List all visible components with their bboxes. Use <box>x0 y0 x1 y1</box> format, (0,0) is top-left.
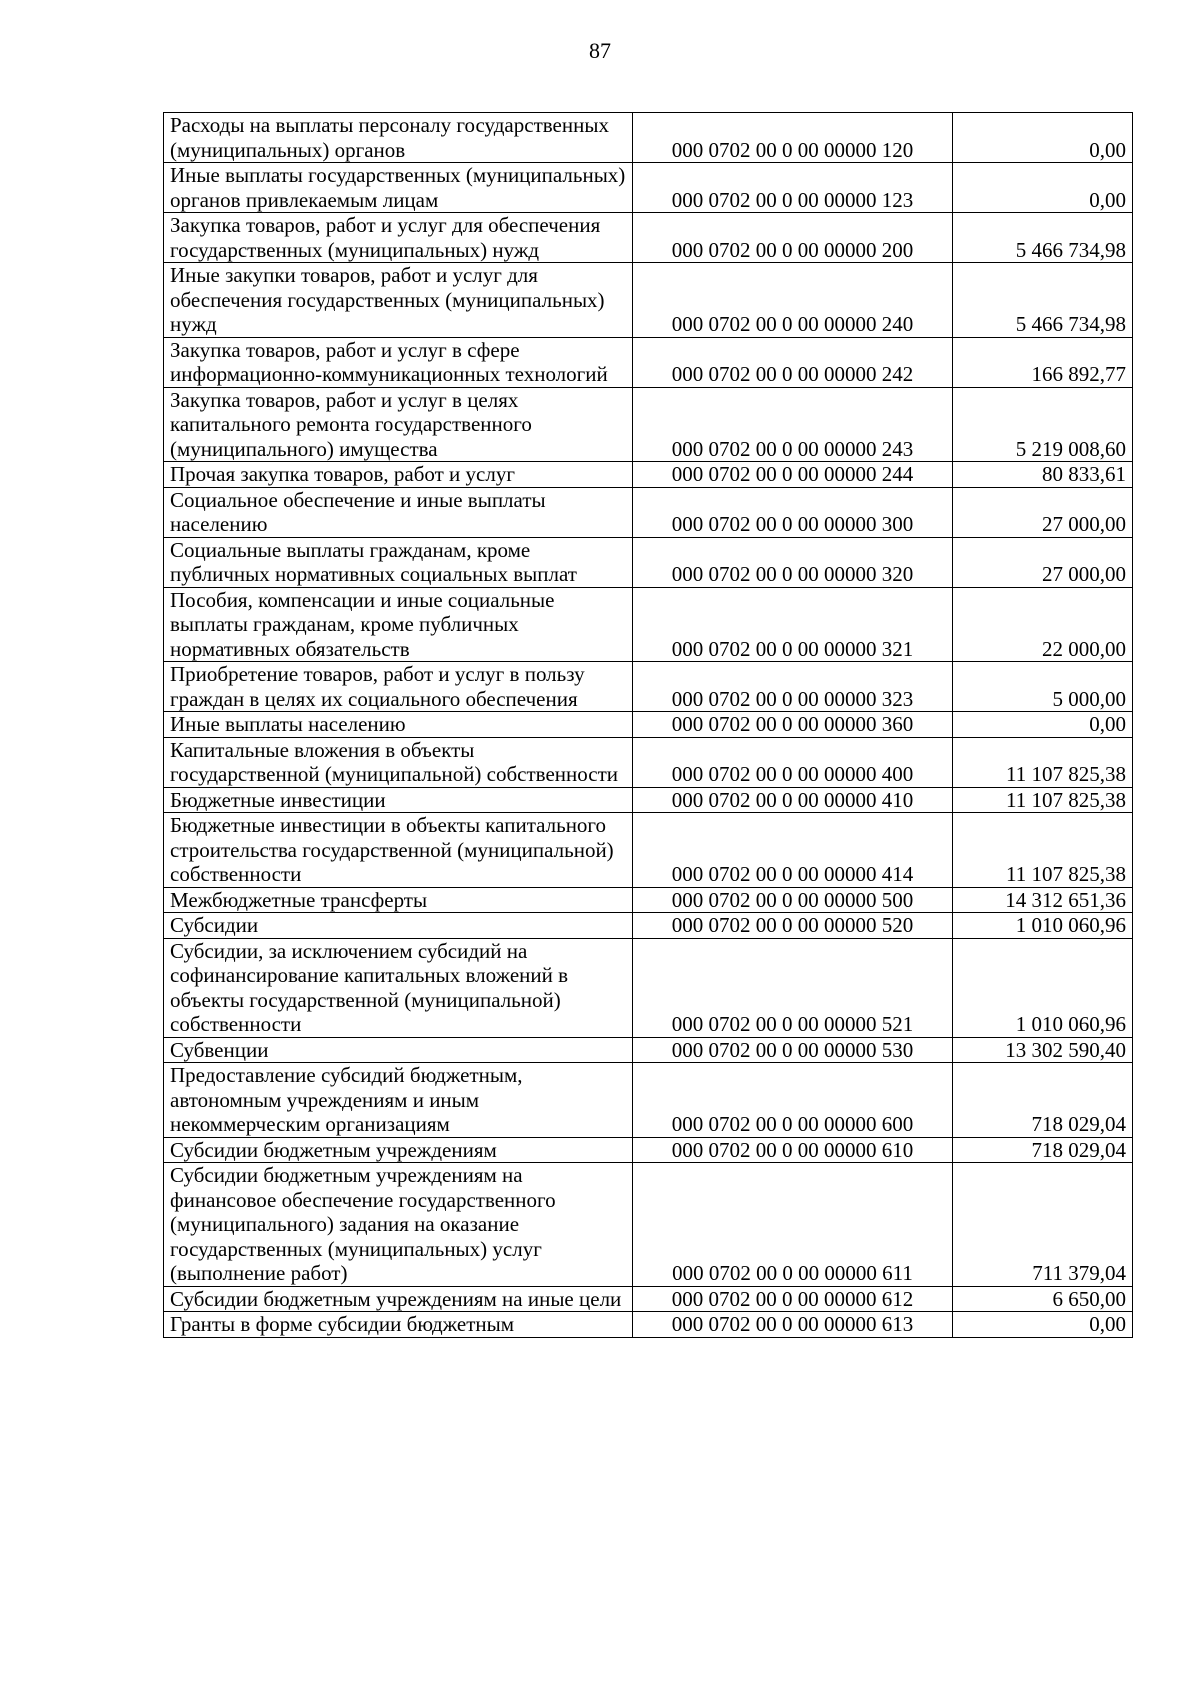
amount: 5 219 008,60 <box>953 387 1133 462</box>
expense-name: Пособия, компенсации и иные социальные выплаты гражданам, кроме публичных нормативных обязательств <box>164 587 633 662</box>
table-row <box>164 712 1133 738</box>
budget-code: 000 0702 00 0 00 00000 613 <box>633 1312 953 1338</box>
table-row <box>164 587 1133 662</box>
expense-name: Гранты в форме субсидии бюджетным <box>164 1312 633 1338</box>
expense-name: Расходы на выплаты персоналу государственных (муниципальных) органов <box>164 113 633 163</box>
amount: 1 010 060,96 <box>953 938 1133 1037</box>
table-row <box>164 1137 1133 1163</box>
amount: 14 312 651,36 <box>953 887 1133 913</box>
amount: 711 379,04 <box>953 1163 1133 1287</box>
amount: 11 107 825,38 <box>953 737 1133 787</box>
table-row <box>164 938 1133 1037</box>
table-row <box>164 887 1133 913</box>
amount: 1 010 060,96 <box>953 913 1133 939</box>
amount: 80 833,61 <box>953 462 1133 488</box>
budget-code: 000 0702 00 0 00 00000 410 <box>633 787 953 813</box>
budget-code: 000 0702 00 0 00 00000 414 <box>633 813 953 888</box>
expense-name: Субсидии <box>164 913 633 939</box>
expense-name: Субсидии бюджетным учреждениям на иные цели <box>164 1286 633 1312</box>
budget-code: 000 0702 00 0 00 00000 521 <box>633 938 953 1037</box>
table-row <box>164 487 1133 537</box>
amount: 6 650,00 <box>953 1286 1133 1312</box>
table-row <box>164 813 1133 888</box>
expense-name: Прочая закупка товаров, работ и услуг <box>164 462 633 488</box>
expense-name: Социальное обеспечение и иные выплаты населению <box>164 487 633 537</box>
table-row <box>164 913 1133 939</box>
table-row <box>164 462 1133 488</box>
expense-name: Бюджетные инвестиции <box>164 787 633 813</box>
budget-code: 000 0702 00 0 00 00000 610 <box>633 1137 953 1163</box>
amount: 22 000,00 <box>953 587 1133 662</box>
table-row <box>164 337 1133 387</box>
amount: 5 466 734,98 <box>953 213 1133 263</box>
amount: 5 000,00 <box>953 662 1133 712</box>
expense-name: Субсидии бюджетным учреждениям <box>164 1137 633 1163</box>
amount: 27 000,00 <box>953 537 1133 587</box>
budget-code: 000 0702 00 0 00 00000 120 <box>633 113 953 163</box>
expense-name: Закупка товаров, работ и услуг в целях капитального ремонта государственного (муниципального) имущества <box>164 387 633 462</box>
table-row <box>164 1163 1133 1287</box>
expense-name: Иные закупки товаров, работ и услуг для обеспечения государственных (муниципальных) нужд <box>164 263 633 338</box>
amount: 5 466 734,98 <box>953 263 1133 338</box>
expense-name: Иные выплаты государственных (муниципальных) органов привлекаемым лицам <box>164 163 633 213</box>
table-row <box>164 1286 1133 1312</box>
budget-code: 000 0702 00 0 00 00000 321 <box>633 587 953 662</box>
expense-name: Капитальные вложения в объекты государственной (муниципальной) собственности <box>164 737 633 787</box>
budget-code: 000 0702 00 0 00 00000 360 <box>633 712 953 738</box>
budget-code: 000 0702 00 0 00 00000 240 <box>633 263 953 338</box>
table-row <box>164 537 1133 587</box>
amount: 0,00 <box>953 163 1133 213</box>
page-number: 87 <box>589 38 611 63</box>
amount: 0,00 <box>953 113 1133 163</box>
budget-code: 000 0702 00 0 00 00000 123 <box>633 163 953 213</box>
expense-name: Межбюджетные трансферты <box>164 887 633 913</box>
budget-code: 000 0702 00 0 00 00000 600 <box>633 1063 953 1138</box>
amount: 13 302 590,40 <box>953 1037 1133 1063</box>
expense-name: Бюджетные инвестиции в объекты капитального строительства государственной (муниципальной) собственности <box>164 813 633 888</box>
budget-code: 000 0702 00 0 00 00000 611 <box>633 1163 953 1287</box>
table-row <box>164 1312 1133 1338</box>
expense-name: Закупка товаров, работ и услуг в сфере информационно-коммуникационных технологий <box>164 337 633 387</box>
budget-code: 000 0702 00 0 00 00000 520 <box>633 913 953 939</box>
table-row <box>164 737 1133 787</box>
amount: 11 107 825,38 <box>953 787 1133 813</box>
budget-code: 000 0702 00 0 00 00000 320 <box>633 537 953 587</box>
budget-code: 000 0702 00 0 00 00000 323 <box>633 662 953 712</box>
amount: 718 029,04 <box>953 1137 1133 1163</box>
table-row <box>164 263 1133 338</box>
expense-name: Иные выплаты населению <box>164 712 633 738</box>
amount: 718 029,04 <box>953 1063 1133 1138</box>
expense-name: Субсидии, за исключением субсидий на софинансирование капитальных вложений в объекты государственной (муниципальной) собственности <box>164 938 633 1037</box>
table-row <box>164 1037 1133 1063</box>
budget-code: 000 0702 00 0 00 00000 244 <box>633 462 953 488</box>
expense-name: Приобретение товаров, работ и услуг в пользу граждан в целях их социального обеспечения <box>164 662 633 712</box>
amount: 27 000,00 <box>953 487 1133 537</box>
expense-name: Социальные выплаты гражданам, кроме публичных нормативных социальных выплат <box>164 537 633 587</box>
budget-code: 000 0702 00 0 00 00000 530 <box>633 1037 953 1063</box>
table-row <box>164 213 1133 263</box>
table-row <box>164 387 1133 462</box>
amount: 166 892,77 <box>953 337 1133 387</box>
amount: 0,00 <box>953 1312 1133 1338</box>
amount: 11 107 825,38 <box>953 813 1133 888</box>
table-row <box>164 163 1133 213</box>
expense-name: Субвенции <box>164 1037 633 1063</box>
expense-name: Предоставление субсидий бюджетным, автономным учреждениям и иным некоммерческим организациям <box>164 1063 633 1138</box>
budget-code: 000 0702 00 0 00 00000 243 <box>633 387 953 462</box>
budget-code: 000 0702 00 0 00 00000 242 <box>633 337 953 387</box>
budget-code: 000 0702 00 0 00 00000 200 <box>633 213 953 263</box>
budget-table <box>163 112 1133 1338</box>
amount: 0,00 <box>953 712 1133 738</box>
budget-code: 000 0702 00 0 00 00000 400 <box>633 737 953 787</box>
table-row <box>164 787 1133 813</box>
budget-code: 000 0702 00 0 00 00000 612 <box>633 1286 953 1312</box>
expense-name: Закупка товаров, работ и услуг для обеспечения государственных (муниципальных) нужд <box>164 213 633 263</box>
table-row <box>164 113 1133 163</box>
budget-code: 000 0702 00 0 00 00000 500 <box>633 887 953 913</box>
table-row <box>164 662 1133 712</box>
budget-code: 000 0702 00 0 00 00000 300 <box>633 487 953 537</box>
expense-name: Субсидии бюджетным учреждениям на финансовое обеспечение государственного (муниципального) задания на оказание государственных (муниципальных) услуг (выполнение работ) <box>164 1163 633 1287</box>
table-row <box>164 1063 1133 1138</box>
